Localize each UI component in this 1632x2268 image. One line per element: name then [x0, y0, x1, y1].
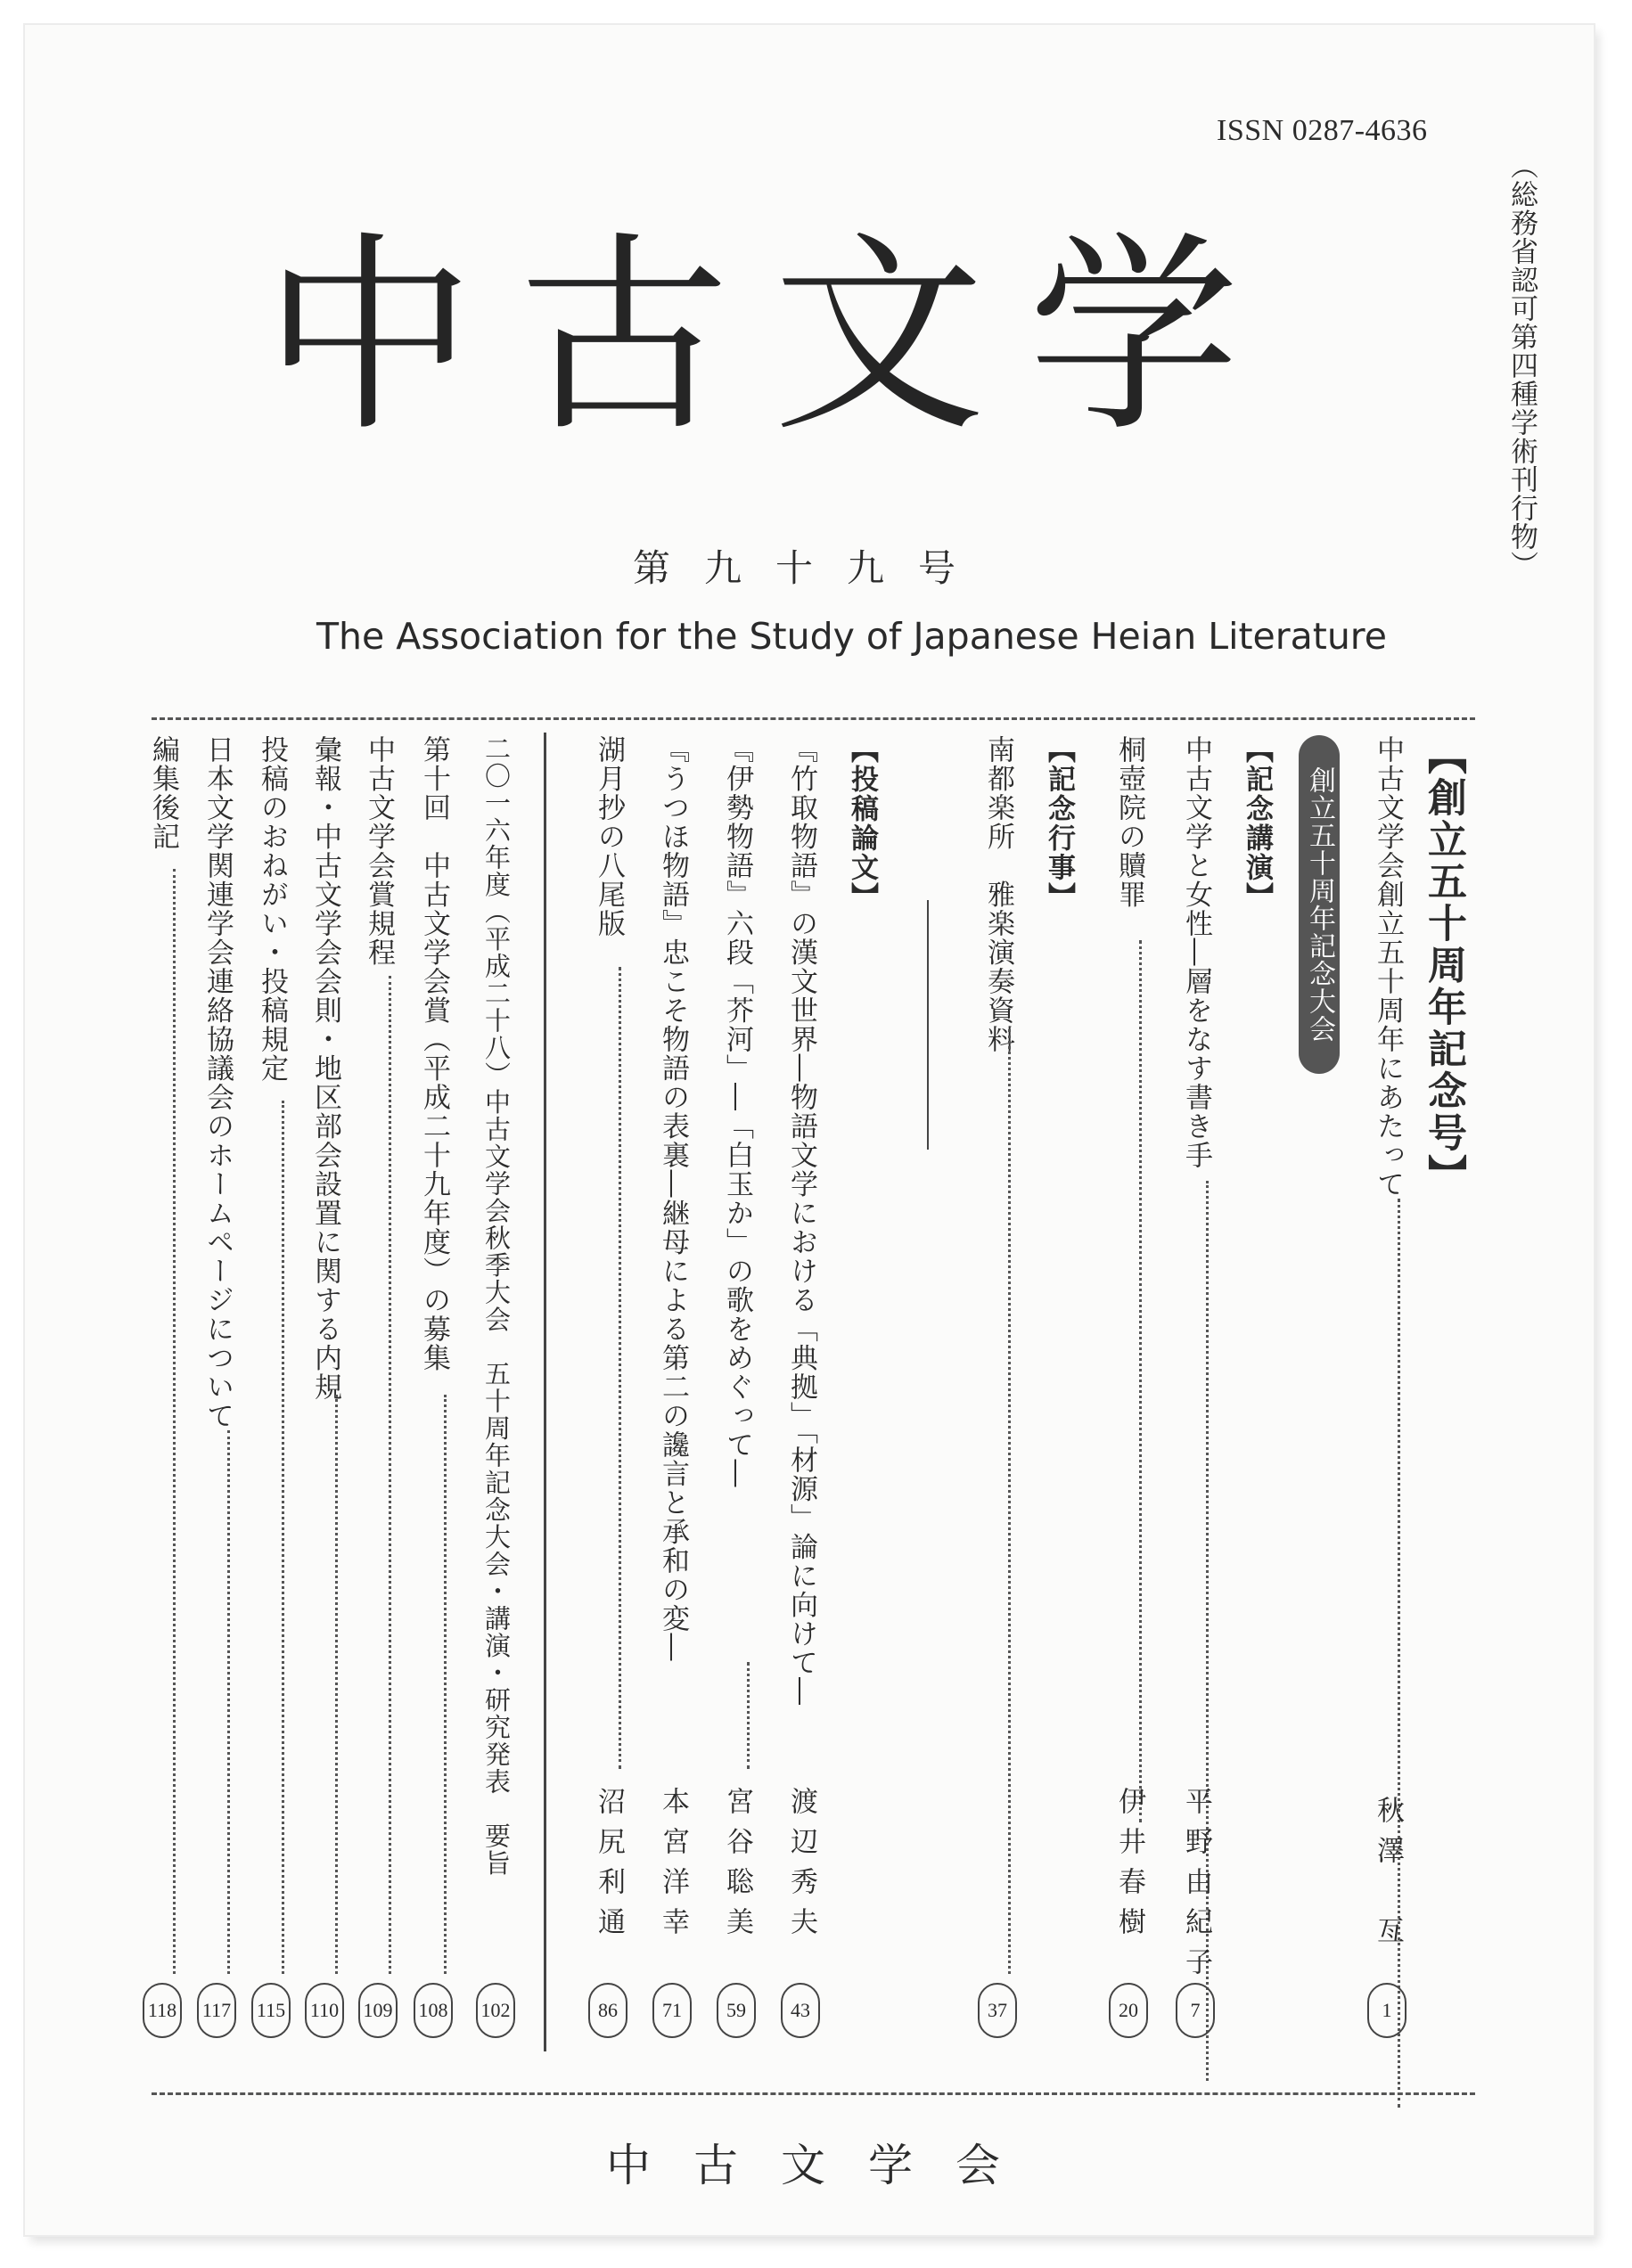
dot-leader [389, 976, 391, 1974]
section-lecture: 【記念講演】 [1241, 735, 1273, 912]
entry-author: 平野由紀子 [1180, 1787, 1212, 1987]
toc-entry [414, 735, 454, 2045]
issn: ISSN 0287-4636 [1217, 114, 1428, 147]
toc-entry [1177, 735, 1216, 2045]
entry-page: 43 [781, 1983, 820, 2038]
entry-page: 7 [1176, 1983, 1215, 2038]
entry-title: 湖月抄の八尾版 [593, 735, 625, 938]
entry-title: 投稿のおねがい・投稿規定 [256, 735, 288, 1083]
entry-page: 1 [1367, 1983, 1406, 2038]
dot-leader [747, 1662, 750, 1769]
dot-leader [227, 1430, 230, 1974]
column-divider [544, 733, 546, 2051]
entry-page: 110 [305, 1983, 344, 2038]
entry-title: 第十回 中古文学会賞（平成二十九年度）の募集 [418, 735, 450, 1372]
entry-page: 108 [414, 1983, 453, 2038]
entry-page: 117 [197, 1983, 236, 2038]
entry-page: 86 [588, 1983, 627, 2038]
entry-page: 118 [143, 1983, 182, 2038]
toc-entry [589, 735, 628, 2045]
entry-author: 宮谷聡美 [721, 1787, 753, 1947]
entry-title: 『うつほ物語』忠こそ物語の表裏―継母による第二の讒言と承和の変― [657, 735, 689, 1662]
special-issue-heading: 【創立五十周年記念号】 [1421, 735, 1466, 1196]
anniversary-badge: 創立五十周年記念大会 [1299, 735, 1340, 1074]
entry-title: 中古文学会創立五十周年にあたって [1372, 735, 1404, 1199]
section-papers: 【投稿論文】 [846, 735, 878, 912]
toc-entry [306, 735, 345, 2045]
dot-leader [173, 869, 176, 1974]
entry-page: 115 [251, 1983, 291, 2038]
entry-page: 102 [476, 1983, 515, 2038]
dot-leader [282, 1101, 284, 1974]
entry-page: 59 [717, 1983, 756, 2038]
entry-title: 彙報・中古文学会会則・地区部会設置に関する内規 [309, 735, 341, 1402]
entry-title: 二〇一六年度（平成二十八）中古文学会秋季大会 五十周年記念大会・講演・研究発表 要旨 [481, 735, 512, 1877]
publisher: 中古文学会 [606, 2140, 1043, 2191]
entry-title: 桐壺院の贖罪 [1113, 735, 1145, 909]
toc-entry [1110, 735, 1149, 2045]
toc-entry [477, 735, 516, 2045]
entry-title: 『伊勢物語』六段「芥河」―「白玉か」の歌をめぐって― [721, 735, 753, 1488]
entry-title: 編集後記 [147, 735, 179, 851]
entry-author: 伊井春樹 [1113, 1787, 1145, 1947]
entry-title: 中古文学会賞規程 [363, 735, 395, 967]
toc-entry [252, 735, 291, 2045]
issue-number: 第九十九号 [633, 546, 990, 590]
dot-leader [1398, 1199, 1400, 2108]
english-title: The Association for the Study of Japanese Heian Literature [316, 615, 1387, 658]
entry-page: 109 [358, 1983, 398, 2038]
toc-entry [782, 735, 821, 2045]
publication-permit-note: （総務省認可第四種学術刊行物） [1505, 151, 1538, 579]
dot-leader [444, 1395, 447, 1974]
entry-title: 中古文学と女性―層をなす書き手 [1180, 735, 1212, 1170]
entry-title: 日本文学関連学会連絡協議会のホームページについて [201, 735, 234, 1430]
toc-entry [718, 735, 757, 2045]
toc-entry [144, 735, 183, 2045]
dot-leader [619, 967, 621, 1769]
bottom-dashed-rule [152, 2092, 1475, 2095]
dot-leader [1008, 1029, 1011, 1974]
section-event: 【記念行事】 [1043, 735, 1075, 912]
dot-leader [335, 1395, 338, 1974]
toc-entry [653, 735, 693, 2045]
entry-author: 沼尻利通 [593, 1787, 625, 1947]
entry-page: 71 [652, 1983, 692, 2038]
entry-author: 秋澤 亙 [1372, 1796, 1404, 1956]
entry-author: 本宮洋幸 [657, 1787, 689, 1947]
toc-entry [359, 735, 398, 2045]
entry-author: 渡辺秀夫 [785, 1787, 817, 1947]
entry-page: 37 [978, 1983, 1017, 2038]
journal-title: 中古文学 [263, 214, 1283, 461]
entry-page: 20 [1109, 1983, 1148, 2038]
toc-entry [1368, 735, 1407, 2045]
entry-title: 『竹取物語』の漢文世界―物語文学における「典拠」「材源」論に向けて― [785, 735, 817, 1707]
dot-leader [1139, 940, 1142, 1822]
toc-entry [979, 735, 1018, 2045]
top-dashed-rule [152, 717, 1475, 720]
entry-title: 南都楽所 雅楽演奏資料 [982, 735, 1014, 1054]
vertical-rule [927, 900, 929, 1150]
toc-entry [198, 735, 237, 2045]
